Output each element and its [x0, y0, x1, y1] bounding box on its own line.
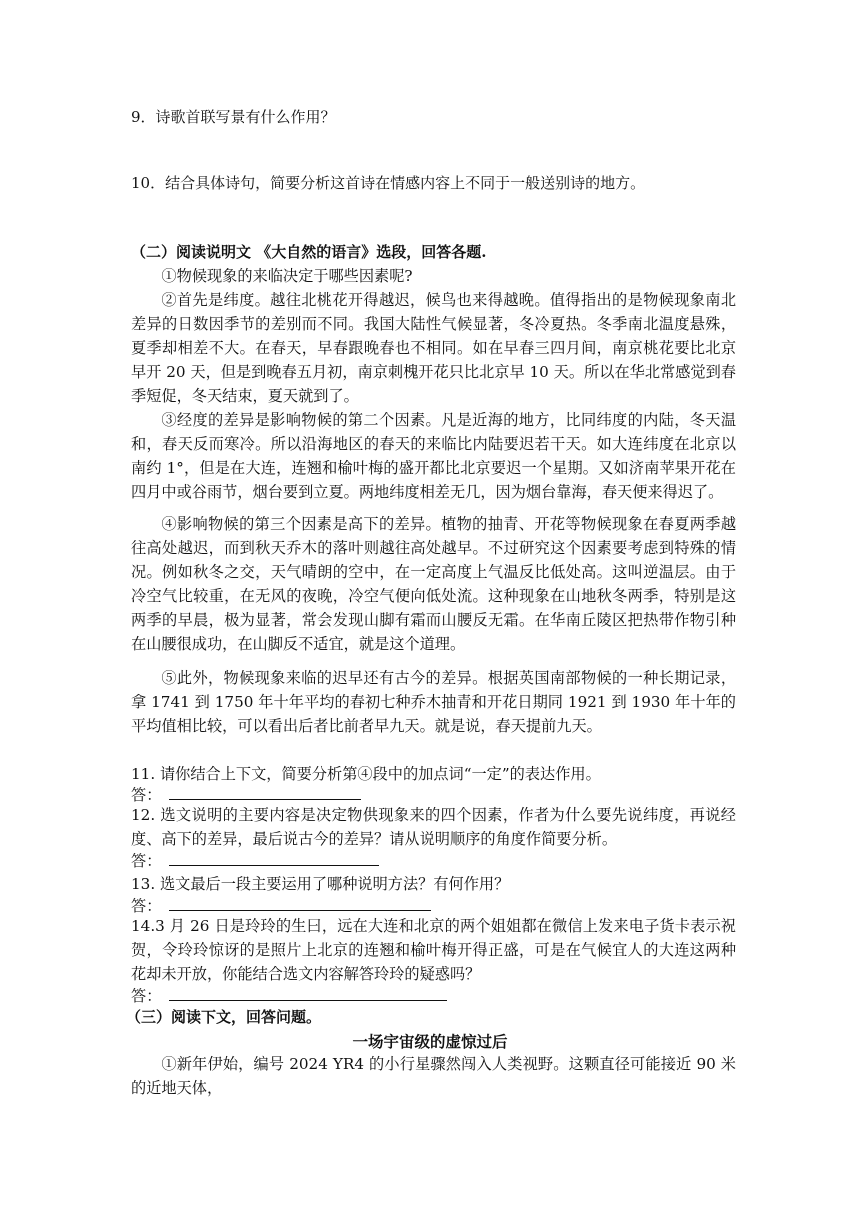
section-2-title: （二）阅读说明文 《大自然的语言》选段，回答各题. [131, 243, 487, 261]
answer-14[interactable] [131, 985, 447, 1007]
answer-12[interactable] [131, 850, 379, 872]
answer-line[interactable] [169, 986, 447, 1001]
answer-line[interactable] [169, 785, 361, 800]
answer-label: 答： [131, 897, 162, 915]
section-3-title: （三）阅读下文，回答问题。 [126, 1008, 322, 1026]
paragraph-4: ④影响物候的第三个因素是高下的差异。植物的抽青、开花等物候现象在春夏两季越往高处越迟，而到秋天乔木的落叶则越往高处越早。不过研究这个因素要考虑到特殊的情况。例如秋冬之交，天气晴朗的空中，在一定高度上气温反比低处高。这叫逆温层。由于冷空气比较重，在无风的夜晚，冷空气便向低处流。这种现象在山地秋冬两季，特别是这两季的早晨，极为显著，常会发现山脚有霜而山腰反无霜。在华南丘陵区把热带作物引种在山腰很成功，在山脚反不适宜，就是这个道理。 [131, 515, 736, 653]
answer-label: 答： [131, 852, 162, 870]
answer-line[interactable] [169, 896, 431, 911]
paragraph-1: ①物候现象的来临决定于哪些因素呢? [161, 267, 413, 285]
paragraph-3: ③经度的差异是影响物候的第二个因素。凡是近海的地方，比同纬度的内陆，冬天温和，春天反而寒冷。所以沿海地区的春天的来临比内陆要迟若干天。如大连纬度在北京以南约 1°，但是在大连，连翘和榆叶梅的盛开都比北京要迟一个星期。又如济南苹果开花在四月中或谷雨节，烟台要到立夏。两地纬度相差无几，因为烟台靠海，春天便来得迟了。 [131, 411, 736, 501]
answer-line[interactable] [169, 851, 379, 866]
paragraph-2: ②首先是纬度。越往北桃花开得越迟，候鸟也来得越晚。值得指出的是物候现象南北差异的日数因季节的差别而不同。我国大陆性气候显著，冬冷夏热。冬季南北温度悬殊，夏季却相差不大。在春天，早春跟晚春也不相同。如在早春三四月间，南京桃花要比北京早开 20 天，但是到晚春五月初，南京刺槐开花只比北京早 10 天。所以在华北常感觉到春季短促，冬天结束，夏天就到了。 [131, 291, 736, 405]
paragraph-5: ⑤此外，物候现象来临的迟早还有古今的差异。根据英国南部物候的一种长期记录，拿 1741 到 1750 年十年平均的春初七种乔木抽青和开花日期同 1921 到 1930 年十年的平均值相比较，可以看出后者比前者早九天。就是说，春天提前九天。 [131, 669, 736, 735]
question-14: 14.3 月 26 日是玲玲的生曰，远在大连和北京的两个姐姐都在微信上发来电子货卡表示祝 贺，令玲玲惊讶的是照片上北京的连翘和榆叶梅开得正盛，可是在气候宜人的大连这两种花却未开放，你能结合选文内容解答玲玲的疑惑吗？ [131, 917, 736, 983]
answer-label: 答： [131, 987, 162, 1005]
question-12: 12. 选文说明的主要内容是决定物供现象来的四个因素，作者为什么要先说纬度，再说经度、高下的差异，最后说古今的差异？请从说明顺序的角度作简要分析。 [131, 806, 736, 848]
question-11: 11. 请你结合上下文，简要分析第④段中的加点词“一定”的表达作用。 [131, 765, 601, 783]
question-13: 13. 选文最后一段主要运用了哪种说明方法？有何作用？ [131, 875, 510, 893]
question-10: 10．结合具体诗句，简要分析这首诗在情感内容上不同于一般送别诗的地方。 [131, 174, 646, 192]
article-paragraph-1: ①新年伊始，编号 2024 YR4 的小行星骤然闯入人类视野。这颗直径可能接近 90 米的近地天体， [131, 1055, 736, 1097]
article-title: 一场宇宙级的虚惊过后 [352, 1032, 508, 1051]
question-9: 9．诗歌首联写景有什么作用？ [131, 108, 336, 126]
answer-label: 答： [131, 786, 162, 804]
